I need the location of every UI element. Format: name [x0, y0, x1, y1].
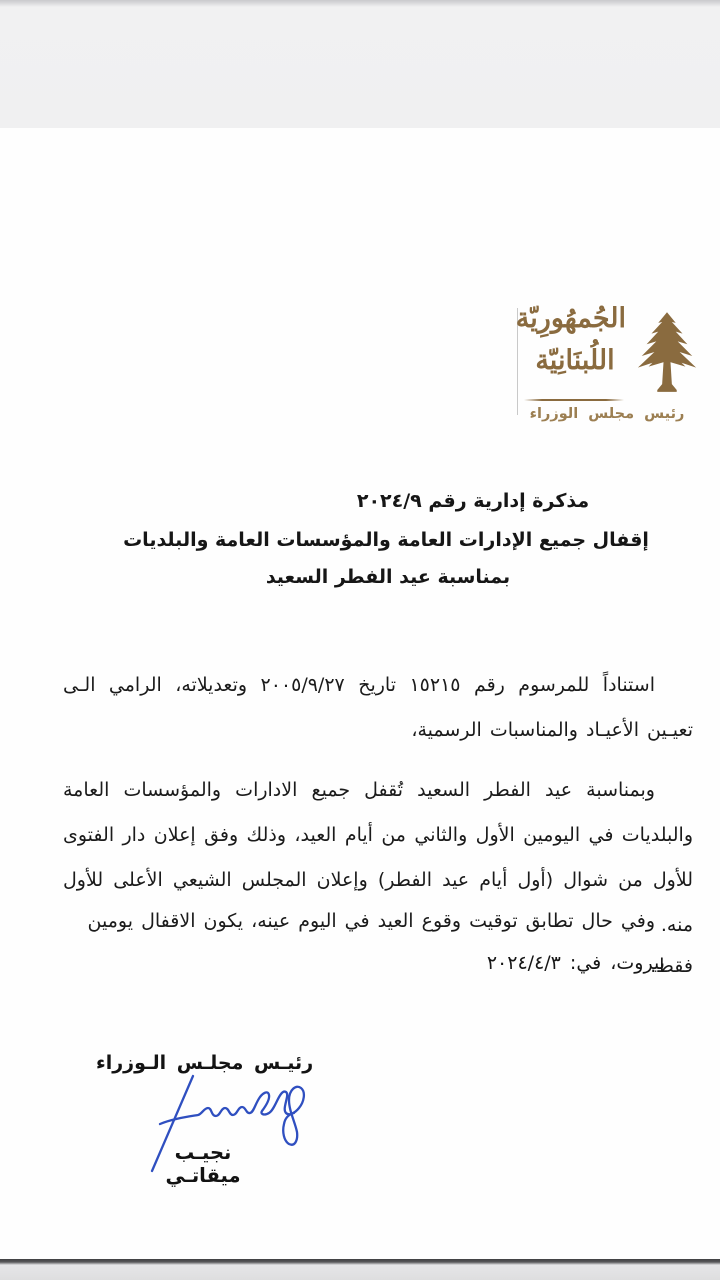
memo-paragraph-coincidence-note: وفي حال تطابق توقيت وقوع العيد في اليوم عينه، يكون الاقفال يومين فقط. [87, 910, 693, 977]
office-title: رئيس مجلس الوزراء [529, 406, 685, 422]
memo-paragraph-closure-details: وبمناسبة عيد الفطر السعيد تُقفل جميع الادارات والمؤسسات العامة والبلديات في اليومين الأول والثاني من أيام العيد، وذلك وفق إعلان دار الفتوى للأول من شوال (أول أيام عيد الفطر) وإعلان المجلس الشيعي الأعلى للأول منه. [63, 779, 693, 936]
republic-calligraphy [515, 298, 626, 382]
memo-subject-line1: إقفال جميع الإدارات العامة والمؤسسات العامة والبلديات [123, 529, 649, 551]
letterhead-horizontal-divider [524, 399, 624, 401]
scan-background-bottom [0, 1259, 720, 1280]
memo-date-line: بيروت، في: ٢٠٢٤/٤/٣ [486, 952, 665, 974]
cedar-tree-icon [633, 310, 701, 398]
republic-calligraphy-line2: اللُبنَانِيّة [535, 345, 615, 376]
signer-title: رئيـس مجلـس الـوزراء [96, 1052, 314, 1074]
memo-number-title: مذكرة إدارية رقم ٢٠٢٤/٩ [356, 490, 590, 512]
memo-subject-line2: بمناسبة عيد الفطر السعيد [265, 566, 511, 588]
signer-name: نجيـب ميقاتـي [165, 1141, 241, 1187]
memo-paragraph-decree-basis: استناداً للمرسوم رقم ١٥٢١٥ تاريخ ٢٠٠٥/٩/٢٧ وتعديلاته، الرامي الـى تعيـين الأعيـاد والمناسبات الرسمية، [63, 674, 693, 741]
scan-background-top [0, 0, 720, 128]
republic-calligraphy-line1: الجُمهُورِيّة [515, 303, 626, 334]
document-page [0, 128, 720, 1259]
signature-scribble [160, 1087, 304, 1145]
